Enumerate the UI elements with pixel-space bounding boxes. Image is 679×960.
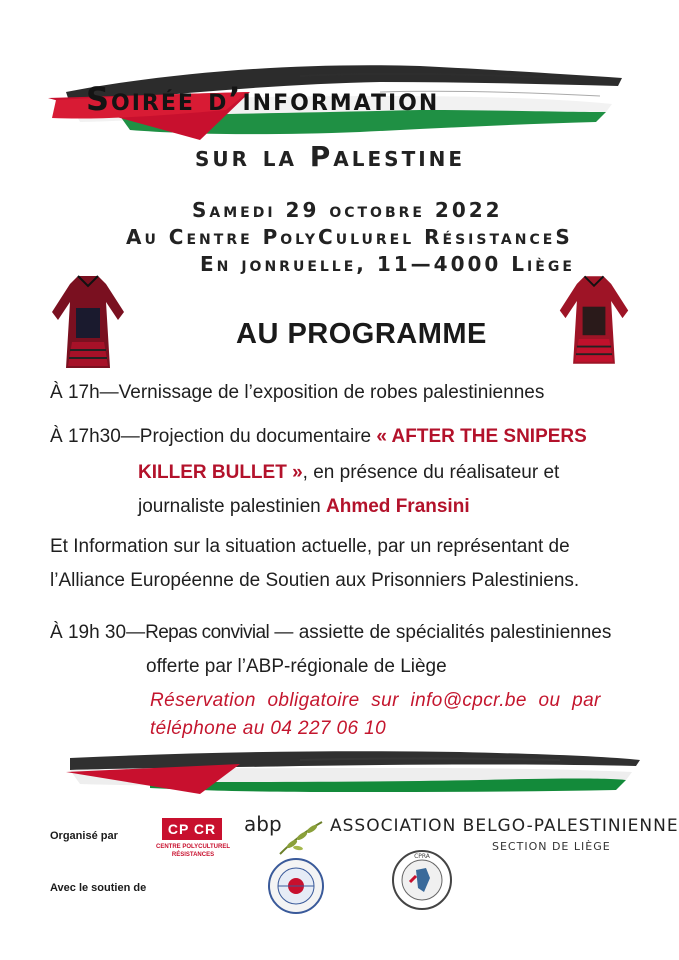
event-date: Samedi 29 octobre 2022 xyxy=(192,198,503,222)
info-line-2: l’Alliance Européenne de Soutien aux Prisonniers Palestiniens. xyxy=(50,570,580,591)
item-2-text-b: , en présence du réalisateur et xyxy=(302,462,560,483)
cpcr-logo-mark: CP CR xyxy=(162,818,222,840)
title-line-1: Soirée d’information xyxy=(86,80,440,118)
olive-branch-icon xyxy=(278,818,324,858)
item-1-text: Vernissage de l’exposition de robes palestiniennes xyxy=(118,382,545,403)
item-2-time: À 17h30— xyxy=(50,426,140,447)
cpcr-logo xyxy=(154,818,232,868)
cpra-seal-icon xyxy=(390,848,454,912)
abp-section: SECTION DE LIÈGE xyxy=(492,840,611,853)
support-label: Avec le soutien de xyxy=(50,882,147,894)
programme-item-3 xyxy=(50,622,611,644)
event-venue: Au Centre PolyCulurel RésistanceS xyxy=(126,225,573,249)
programme-item-2 xyxy=(50,426,587,448)
reservation-line-1: Réservation obligatoire sur info@cpcr.be ou par xyxy=(150,690,601,711)
programme-heading: AU PROGRAMME xyxy=(236,318,487,350)
item-1-time: À 17h— xyxy=(50,382,119,403)
cpra-seal-label: CPRA xyxy=(414,853,430,860)
film-title-part-2: KILLER BULLET » xyxy=(138,462,303,483)
abp-logo xyxy=(244,812,324,862)
info-line-1: Et Information sur la situation actuelle, par un représentant de xyxy=(50,536,570,557)
reservation-line-2: téléphone au 04 227 06 10 xyxy=(150,718,387,739)
title-line-2: sur la Palestine xyxy=(195,140,466,173)
item-2-text-c: journaliste palestinien xyxy=(138,496,327,517)
palestinian-dress-icon xyxy=(48,272,128,372)
item-2-text: Projection du documentaire xyxy=(139,426,377,447)
abp-logo-text: abp xyxy=(244,812,282,836)
programme-item-2-line-3 xyxy=(138,496,470,518)
organised-by-label: Organisé par xyxy=(50,830,118,842)
programme-item-3-line-2: offerte par l’ABP-régionale de Liège xyxy=(146,656,447,677)
cpcr-name-2: RÉSISTANCES xyxy=(171,852,215,858)
abp-association-name: ASSOCIATION BELGO-PALESTINIENNE xyxy=(330,816,679,836)
alliance-seal-icon xyxy=(266,856,326,916)
cpcr-name-1: CENTRE POLYCULTUREL xyxy=(155,844,230,850)
item-3-time: À 19h 30— xyxy=(50,622,146,643)
event-address: En jonruelle, 11—4000 Liège xyxy=(200,252,575,276)
palestinian-dress-icon-right xyxy=(556,270,632,370)
director-name: Ahmed Fransini xyxy=(326,496,470,517)
bottom-flag-brushstroke xyxy=(0,742,679,802)
meal-label: Repas convivial xyxy=(145,622,270,643)
programme-item-2-line-2 xyxy=(138,462,559,484)
item-3-text: — assiette de spécialités palestiniennes xyxy=(269,622,612,643)
programme-item-1 xyxy=(50,382,544,404)
film-title-part-1: « AFTER THE SNIPERS xyxy=(376,426,587,447)
